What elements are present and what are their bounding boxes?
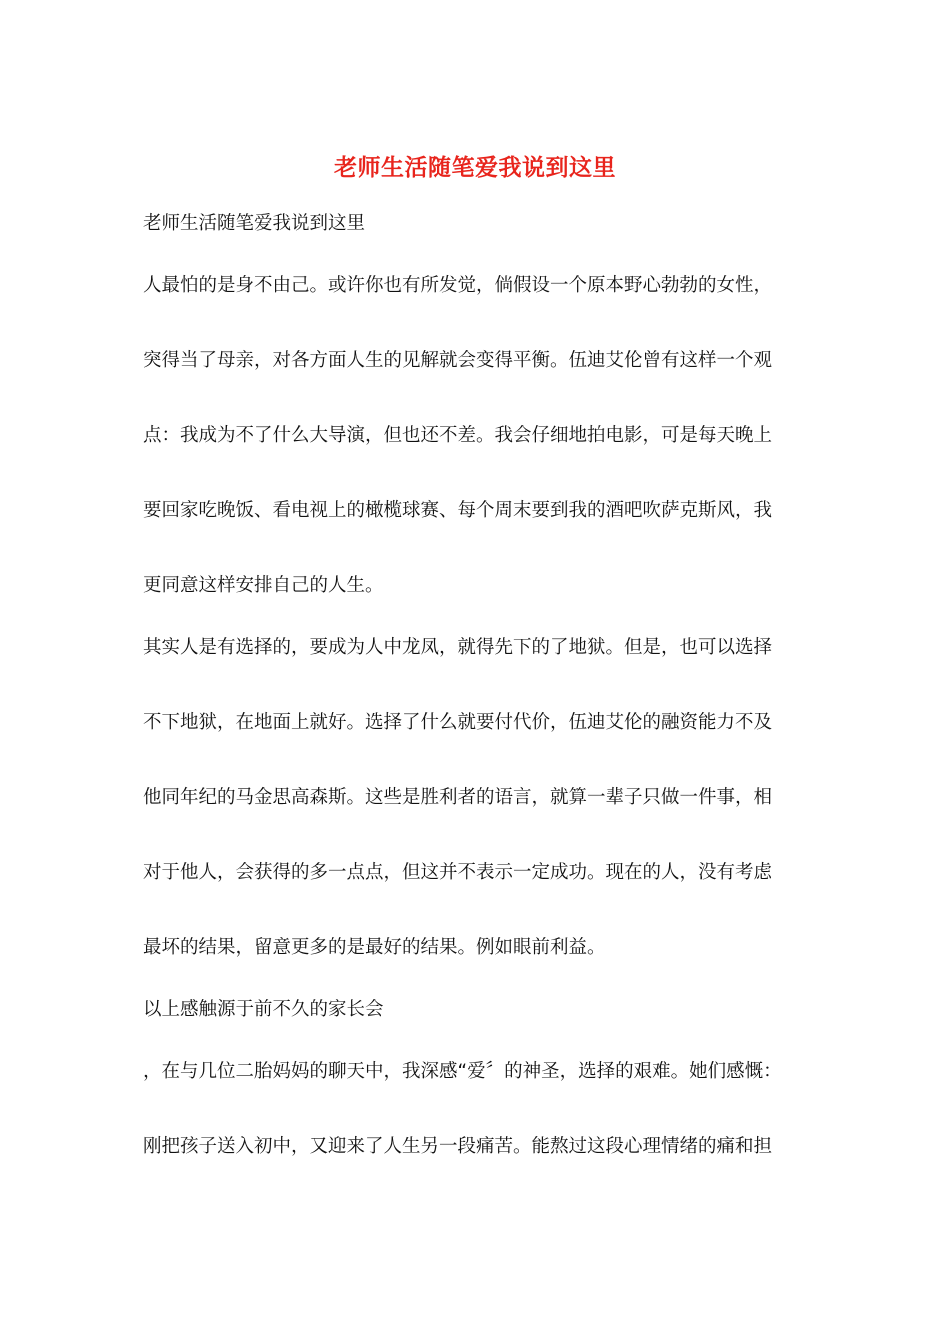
- paragraph-line: 最坏的结果，留意更多的是最好的结果。例如眼前利益。: [143, 937, 606, 958]
- paragraph-line: 人最怕的是身不由己。或许你也有所发觉，倘假设一个原本野心勃勃的女性，: [143, 275, 773, 296]
- paragraph-line: 要回家吃晚饭、看电视上的橄榄球赛、每个周末要到我的酒吧吹萨克斯风，我: [143, 500, 773, 521]
- paragraph-line: 刚把孩子送入初中，又迎来了人生另一段痛苦。能熬过这段心理情绪的痛和担: [143, 1136, 773, 1157]
- paragraph-line: 突得当了母亲，对各方面人生的见解就会变得平衡。伍迪艾伦曾有这样一个观: [143, 350, 773, 371]
- paragraph-line: 不下地狱，在地面上就好。选择了什么就要付代价，伍迪艾伦的融资能力不及: [143, 712, 773, 733]
- paragraph-line: 对于他人，会获得的多一点点，但这并不表示一定成功。现在的人，没有考虑: [143, 862, 773, 883]
- paragraph-line: ，在与几位二胎妈妈的聊天中，我深感“爱〞的神圣，选择的艰难。她们感慨：: [143, 1061, 782, 1082]
- paragraph-line: 其实人是有选择的，要成为人中龙凤，就得先下的了地狱。但是，也可以选择: [143, 637, 773, 658]
- subtitle-line: 老师生活随笔爱我说到这里: [143, 213, 366, 234]
- document-title: 老师生活随笔爱我说到这里: [334, 154, 616, 181]
- paragraph-line: 他同年纪的马金思高森斯。这些是胜利者的语言，就算一辈子只做一件事，相: [143, 787, 773, 808]
- paragraph-line: 以上感触源于前不久的家长会: [143, 999, 384, 1020]
- paragraph-line: 更同意这样安排自己的人生。: [143, 575, 384, 596]
- paragraph-line: 点：我成为不了什么大导演，但也还不差。我会仔细地拍电影，可是每天晚上: [143, 425, 773, 446]
